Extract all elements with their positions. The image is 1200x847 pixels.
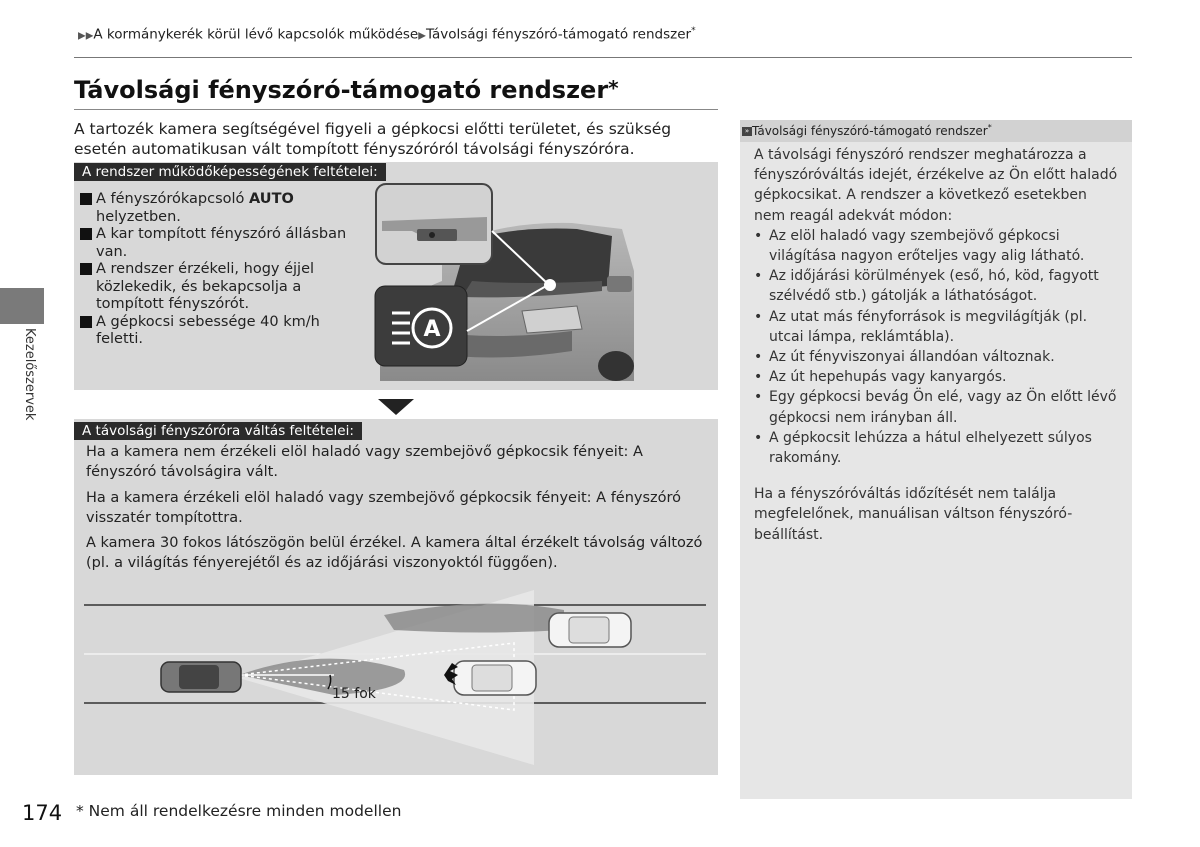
condition-item: A fényszórókapcsoló AUTO helyzetben. <box>80 191 350 226</box>
breadcrumb-part1: A kormánykerék körül lévő kapcsolók működése <box>93 26 419 43</box>
sidebar-header <box>742 123 992 138</box>
list-item: • Az út fényviszonyai állandóan változnak. <box>754 347 1118 367</box>
breadcrumb-arrow-icon: ▶▶ <box>78 30 94 42</box>
breadcrumb-part2: Távolsági fényszóró-támogató rendszer <box>425 26 692 43</box>
condition-item: A gépkocsi sebessége 40 km/h feletti. <box>80 314 350 349</box>
sidebar-header-star: * <box>987 123 992 132</box>
page-title-text: Távolsági fényszóró-támogató rendszer <box>74 76 609 104</box>
page-title <box>74 76 619 104</box>
sidebar-bullet-list <box>754 226 1118 468</box>
switch-paragraph: A kamera 30 fokos látószögön belül érzékel. A kamera által érzékelt távolság változó (pl. a világítás fényerejétől és az időjárási viszonyoktól függően). <box>86 535 703 571</box>
switch-conditions-label: A távolsági fényszóróra váltás feltételei: <box>74 422 362 440</box>
breadcrumb <box>78 26 696 43</box>
list-item: • Egy gépkocsi bevág Ön elé, vagy az Ön előtt lévő gépkocsi nem irányban áll. <box>754 387 1118 427</box>
sidebar-outro: Ha a fényszóróváltás időzítését nem találja megfelelőnek, manuálisan váltson fényszóró-beállítást. <box>754 486 1073 543</box>
breadcrumb-arrow-icon: ▶ <box>418 30 426 42</box>
down-arrow-icon <box>378 399 414 415</box>
switch-paragraph: Ha a kamera érzékeli elöl haladó vagy szembejövő gépkocsik fényeit: A fényszóró visszatér tompítottra. <box>86 490 682 526</box>
sidebar-header-text: Távolsági fényszóró-támogató rendszer <box>752 124 988 138</box>
car-camera-illustration <box>372 181 636 381</box>
title-star: * <box>608 76 619 100</box>
square-bullet-icon <box>80 316 92 328</box>
camera-range-diagram <box>84 585 708 765</box>
square-bullet-icon <box>80 263 92 275</box>
reference-arrow-icon: » <box>742 127 752 136</box>
angle-label: 15 fok <box>332 686 376 702</box>
auto-indicator-letter: A <box>423 317 441 342</box>
footnote: * Nem áll rendelkezésre minden modellen <box>76 802 402 820</box>
switch-paragraph: Ha a kamera nem érzékeli elöl haladó vagy szembejövő gépkocsik fényeit: A fényszóró távolságira vált. <box>86 444 643 480</box>
list-item: • Az elöl haladó vagy szembejövő gépkocsi világítása nagyon erőteljes vagy alig látható. <box>754 226 1118 266</box>
title-divider <box>74 109 718 110</box>
breadcrumb-star: * <box>691 26 696 36</box>
list-item: • A gépkocsit lehúzza a hátul elhelyezett súlyos rakomány. <box>754 428 1118 468</box>
list-item: • Az időjárási körülmények (eső, hó, köd, fagyott szélvédő stb.) gátolják a láthatóságot. <box>754 266 1118 306</box>
list-item: • Az út hepehupás vagy kanyargós. <box>754 367 1118 387</box>
square-bullet-icon <box>80 193 92 205</box>
sidebar-body <box>754 145 1118 545</box>
page-number: 174 <box>22 801 63 825</box>
intro-text: A tartozék kamera segítségével figyeli a gépkocsi előtti területet, és szükség esetén automatikusan vált tompított fényszóróról távolsági fényszóróra. <box>74 120 672 158</box>
operating-conditions-label: A rendszer működőképességének feltételei: <box>74 163 386 181</box>
square-bullet-icon <box>80 228 92 240</box>
section-tab-marker <box>0 288 44 324</box>
section-tab-label: Kezelőszervek <box>22 328 37 421</box>
condition-item: A kar tompított fényszóró állásban van. <box>80 226 350 261</box>
header-divider <box>74 57 1132 58</box>
operating-conditions-list <box>80 191 350 349</box>
sidebar-intro: A távolsági fényszóró rendszer meghatározza a fényszóróváltás idejét, érzékelve az Ön előtt haladó gépkocsikat. A rendszer a következő esetekben nem reagál adekvát módon: <box>754 147 1118 224</box>
list-item: • Az utat más fényforrások is megvilágítják (pl. utcai lámpa, reklámtábla). <box>754 307 1118 347</box>
condition-item: A rendszer érzékeli, hogy éjjel közlekedik, és bekapcsolja a tompított fényszórót. <box>80 261 350 314</box>
